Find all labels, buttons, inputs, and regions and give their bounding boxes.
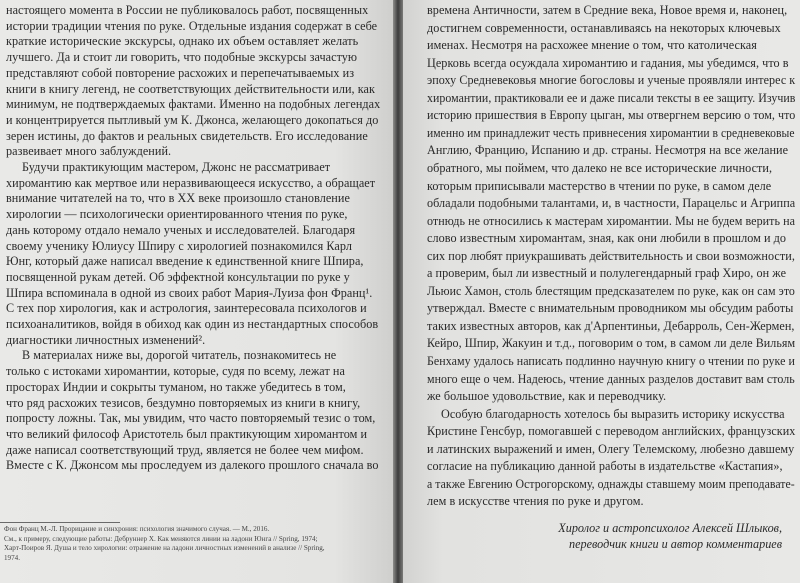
right-page-line: а проверим, был ли известный и полулегендарный граф Хиро, он же <box>427 266 787 281</box>
footnote-line: См., к примеру, следующие работы: Дебруннер Х. Как меняются линии на ладони Юнга // Spring, 1974; <box>4 534 318 543</box>
right-page-line: таких известных авторов, как д'Арпентиньи, Дебарроль, Сен-Жермен, <box>427 318 795 333</box>
right-page-line: Кристине Генсбур, помогавшей с переводом английских, французских <box>427 424 796 439</box>
right-page-line: лем в искусстве чтения по руке и другом. <box>427 494 644 509</box>
left-page <box>0 0 393 583</box>
left-page-line: В материалах ниже вы, дорогой читатель, познакомитесь не <box>22 348 337 363</box>
right-page-line: сих пор любят приукрашивать действительность и свои возможности, <box>427 248 795 263</box>
left-page-line: даже написал соответствующий труд, является не более чем мифом. <box>6 442 364 457</box>
left-page-line: Юнг, который даже написал введение к единственной книге Шпира, <box>6 254 364 269</box>
right-page-line: которым приписывали мастерство в чтении по руке, в самом деле <box>427 178 772 193</box>
footnote-line: Фон Франц М.-Л. Прорицание и синхрония: психология значимого случая. — М., 2016. <box>4 525 270 533</box>
right-page-line: Кейро, Шпир, Жакуин и т.д., поговорим о том, в самом ли деле Вильям <box>427 336 796 351</box>
left-page-line: что ряд расхожих тезисов, бездумно повторяемых из книги в книгу, <box>6 395 361 410</box>
left-page-line: попросту ложны. Так, мы увидим, что часто повторяемый тезис о том, <box>6 411 376 426</box>
left-page-line: только с истоками хиромантии, которые, судя по всему, лежат на <box>6 364 345 379</box>
right-page-line: именно им принадлежит честь привнесения хиромантии в средневековые <box>427 125 795 140</box>
right-page-line: достигнем современности, останавливаясь на некоторых ключевых <box>427 20 781 35</box>
signature-line-1: Хиролог и астропсихолог Алексей Шлыков, <box>558 521 782 535</box>
right-page-line: обратного, мы поймем, что далеко не все исторические личности, <box>427 160 773 175</box>
left-page-line: что великий философ Аристотель был практикующим хиромантом и <box>6 426 368 441</box>
left-page-line: Будучи практикующим мастером, Джонс не рассматривает <box>22 160 331 174</box>
right-page-line: Бенхаму удалось написать подлинно научную книгу о чтении по руке и <box>427 354 795 368</box>
right-page-line: много еще о чем. Надеюсь, чтение данных разделов доставит вам столь <box>427 371 795 386</box>
right-page-line: отнюдь не относились к мастерам хиромантии. Мы не будем верить на <box>427 213 796 228</box>
left-page-line: истории традиции чтения по руке. Отдельные издания содержат в себе <box>6 18 378 33</box>
right-page-line: и латинских выражений и имен, Олегу Телемскому, любезно давшему <box>427 441 795 456</box>
left-page-line: зерен истины, до фактов и реальных свидетельств. Его исследование <box>6 128 368 143</box>
left-page-line: краткие исторические экскурсы, однако их объем оставляет желать <box>6 34 359 49</box>
left-page-line: просторах Индии и сокрыты туманом, но также убедитесь в том, <box>6 379 346 394</box>
left-page-line: внимание читателей на то, что в XX веке произошло становление <box>6 191 350 206</box>
signature-block <box>558 521 782 552</box>
left-page-line: развеивает много заблуждений. <box>6 144 172 159</box>
left-page-line: дань которому отдало немало ученых и исследователей. Благодаря <box>6 222 356 237</box>
right-page-line: же большое удовольствие, как и переводчику. <box>427 389 667 404</box>
right-page-line: Церковь всегда осуждала хиромантию и гадания, мы убедимся, что в <box>427 55 789 70</box>
signature-line-2: переводчик книги и автор комментариев <box>569 536 782 551</box>
right-page-line: хиромантии, практиковали ее и даже писали тексты в ее защиту. Изучив <box>427 90 796 105</box>
book-gutter <box>393 0 403 583</box>
left-page-line: посвященной рукам детей. Об эффектной консультации по руке у <box>6 269 350 284</box>
right-page-line: историю пришествия в Европу цыган, мы отвергнем версию о том, что <box>427 108 796 123</box>
left-page-line: книги в книгу легенд, не соответствующих действительности или, как <box>6 81 375 96</box>
right-page-line: слово известным хиромантам, зная, как они любили в прошлом и до <box>427 231 787 246</box>
left-page-line: хиромантию как мертвое или неразвивающееся искусство, а обращает <box>6 175 376 190</box>
left-page-line: и концентрируется пытливый ум К. Джонса, желающего докопаться до <box>6 112 379 127</box>
left-page-line: представляют собой повторение расхожих и перепечатываемых из <box>6 65 355 80</box>
left-page-line: настоящего момента в России не публиковалось работ, посвященных <box>6 3 369 17</box>
left-page-line: диагностики личностных изменений². <box>6 332 206 347</box>
right-page-line: Особую благодарность хотелось бы выразить историку искусства <box>441 406 785 421</box>
right-page-line: времена Античности, затем в Средние века, Новое время и, наконец, <box>427 3 788 17</box>
left-page-line: лучшего. Да и стоит ли говорить, что подобные экскурсы зачастую <box>6 50 358 65</box>
left-page-line: Шпира вспоминала в одной из своих работ Мария-Луиза фон Франц¹. <box>6 285 373 300</box>
left-page-line: С тех пор хирология, как и астрология, заинтересовала психологов и <box>6 301 367 316</box>
left-page-line: своему ученику Юлиусу Шпиру с хирологией познакомился Карл <box>6 238 352 253</box>
right-page <box>403 0 800 583</box>
footnote-line: 1974. <box>4 553 20 562</box>
footnote-line: Харт-Поиров Я. Душа и тело хирологии: отражение на ладони личностных изменений в анализе // Spring, <box>4 544 325 552</box>
right-page-line: а также Евгению Острогорскому, однажды ставшему моим преподавате- <box>427 476 795 491</box>
right-page-line: Льюис Хамон, столь блестящим предсказателем по руке, как он сам это <box>427 283 795 298</box>
right-page-line: эпоху Средневековья многие богословы и ученые проявляли интерес к <box>427 73 796 88</box>
left-page-line: Вместе с К. Джонсом мы проследуем из далекого прошлого сначала во <box>6 458 379 473</box>
right-page-line: согласие на публикацию данной работы в издательстве «Кастапия», <box>427 459 783 474</box>
right-page-line: обладали подобными талантами, и, в частности, Парацельс и Агриппа <box>427 196 796 211</box>
right-page-line: именах. Несмотря на расхожее мнение о том, что католическая <box>427 38 757 53</box>
right-page-line: Англию, Францию, Испанию и др. страны. Несмотря на все желание <box>427 143 789 158</box>
right-page-line: утверждал. Вместе с внимательным проводником мы обсудим работы <box>427 301 794 316</box>
left-page-line: хирологии — психологически ориентированного чтения по руке, <box>6 207 348 222</box>
footnote-rule <box>0 522 120 523</box>
left-page-line: психоаналитиков, войдя в обиход как один из нестандартных способов <box>6 317 379 331</box>
left-page-line: минимум, не подтверждаемых фактами. Именно на подобных легендах <box>6 97 381 112</box>
